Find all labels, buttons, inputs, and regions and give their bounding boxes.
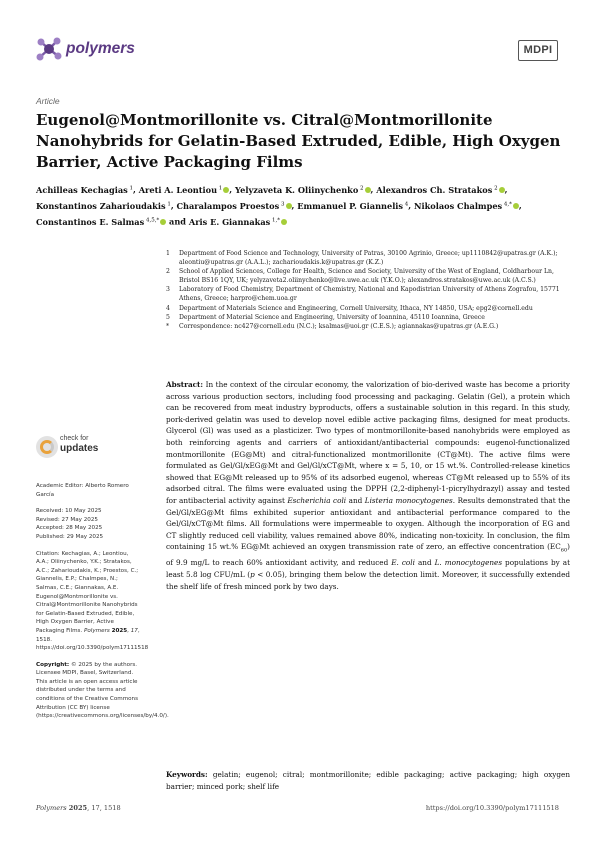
author [297, 201, 408, 211]
keywords [166, 769, 570, 792]
affiliation-item [166, 322, 571, 331]
abstract-segment: Escherichia coli [287, 495, 347, 505]
article-info-sidebar [36, 482, 169, 721]
abstract-label: Abstract: [166, 380, 204, 389]
affiliation-number: 3 [166, 286, 170, 294]
abstract-body [166, 380, 570, 591]
author-affiliation-marker: 1 [165, 201, 171, 208]
abstract-segment: and [346, 495, 365, 505]
affiliation-text: Department of Material Science and Engineering, University of Ioannina, 45110 Ioannina, Greece [179, 313, 485, 321]
author-name: Constantinos E. Salmas [36, 217, 145, 228]
affiliation-text: School of Applied Sciences, College for Health, Science and Society, University of the West of England, Coldharbour Ln, Bristol BS16 1QY, UK; yelyzaveta2.oliinychenko@live.uwe.ac.uk (Y.K.O.); alexandros.stratakos@uwe.ac.uk (A.C.S.) [179, 268, 554, 285]
abstract-segment: 60 [560, 547, 568, 554]
abstract-segment: p [250, 569, 255, 579]
abstract-segment: L. monocytogenes [434, 558, 503, 568]
academic-editor: Academic Editor: Alberto Romero García [36, 483, 129, 498]
abstract-segment: and [414, 558, 435, 568]
orcid-icon[interactable] [223, 187, 229, 193]
author-affiliation-marker: 1 [217, 185, 223, 191]
revised-date: Revised: 27 May 2025 [36, 516, 98, 523]
orcid-icon[interactable] [160, 219, 166, 225]
author-affiliation-marker: 3 [279, 201, 285, 208]
check-updates-line1: check for [60, 435, 89, 442]
copyright-body: © 2025 by the authors. Licensee MDPI, Basel, Switzerland. This article is an open access article distributed under the terms and conditions of the Creative Commons Attribution (CC BY) license (https://creativecommons.org/licenses/by/4.0/). [36, 661, 169, 720]
citation-text [36, 550, 149, 653]
author-name: Areti A. Leontiou [138, 184, 218, 195]
author-name: Yelyzaveta K. Oliinychenko [235, 184, 359, 195]
affiliation-text: Correspondence: nc427@cornell.edu (N.C.); ksalmas@uoi.gr (C.E.S.); agiannakas@upatras.gr (A.E.G.) [179, 322, 499, 330]
author-affiliation-marker: 2 [492, 185, 498, 191]
affiliation-text: Department of Food Science and Technology, University of Patras, 30100 Agrinio, Greece; up1110842@upatras.gr (A.K.); aleontiu@upatras.gr (A.A.L.); zacharioudakis.k@upatras.gr (K.Z.) [179, 250, 558, 267]
copyright-text [36, 661, 169, 721]
accepted-date: Accepted: 28 May 2025 [36, 525, 103, 532]
citation-segment: 2025 [111, 627, 128, 634]
abstract-segment: . Results demonstrated that the Gel/Gl/xEG@Mt films exhibited superior antioxidant and antibacterial performance compared to the Gel/Gl/xCT@Mt films. All formulations were impermeable to oxygen. Although the incorporation of EG and CT slightly reduced cell viability, values remained above 80%, indicating non-toxicity. In conclusion, the film containing 15 wt.% EG@Mt achieved an oxygen transmission rate of zero, an effective concentration (EC [166, 495, 570, 552]
abstract-segment: < 0.05), bringing them below the detection limit. Moreover, it successfully extended the shelf life of fresh minced pork by two days. [166, 569, 570, 591]
author-affiliation-marker: 4,5,* [144, 217, 160, 224]
author-name: Emmanuel P. Giannelis [297, 200, 404, 211]
copyright-label: Copyright: [36, 661, 70, 668]
affiliation-number: 4 [166, 304, 170, 312]
affiliation-text: Department of Materials Science and Engineering, Cornell University, Ithaca, NY 14850, USA; epg2@cornell.edu [179, 304, 533, 312]
author [36, 201, 171, 211]
footer-journal: Polymers [36, 804, 67, 812]
author-name: Achilleas Kechagias [36, 184, 128, 195]
affiliation-number: 1 [166, 250, 170, 257]
orcid-icon[interactable] [513, 203, 519, 209]
orcid-icon[interactable] [281, 219, 287, 225]
author-name: Alexandros Ch. Stratakos [376, 184, 493, 195]
check-for-updates-button[interactable] [36, 433, 99, 467]
author [36, 217, 166, 227]
footer-citation [36, 804, 121, 812]
orcid-icon[interactable] [286, 203, 292, 209]
affiliation-number: * [166, 322, 170, 330]
abstract-segment: populations by at least 5.8 log CFU/mL ( [166, 558, 570, 579]
affiliation-item [166, 285, 571, 303]
author [376, 185, 504, 195]
abstract [166, 379, 570, 592]
affiliations-list [166, 249, 571, 331]
received-date: Received: 10 May 2025 [36, 508, 102, 515]
footer-volume: , 17, 1518 [87, 804, 121, 812]
footer-year: 2025 [68, 804, 88, 812]
author-affiliation-marker: 2 [358, 185, 364, 191]
article-title: Eugenol@Montmorillonite vs. Citral@Montmorillonite Nanohybrids for Gelatin-Based Extruded, Edible, High Oxygen Barrier, Active Packaging Films [36, 111, 561, 171]
author-name: Aris E. Giannakas [188, 217, 271, 228]
journal-name[interactable]: polymers [66, 40, 135, 57]
keywords-label: Keywords: [166, 770, 208, 779]
footer-doi-link[interactable]: https://doi.org/10.3390/polym17111518 [425, 804, 559, 812]
affiliation-item [166, 267, 571, 285]
affiliation-text: Laboratory of Food Chemistry, Department of Chemistry, National and Kapodistrian University of Athens Zografou, 15771 Athens, Greece; harpro@chem.uoa.gr [179, 286, 560, 303]
orcid-icon[interactable] [499, 187, 505, 193]
affiliation-number: 5 [166, 313, 170, 321]
author-name: Nikolaos Chalmpes [413, 200, 503, 211]
citation-segment: 17 [130, 627, 138, 634]
author-affiliation-marker: 1 [127, 185, 133, 191]
abstract-segment: ) of 9.9 mg/L to reach 60% antioxidant activity, and reduced [166, 542, 570, 568]
affiliation-item [166, 304, 571, 313]
author-affiliation-marker: 4,* [502, 201, 512, 208]
author-affiliation-marker: 4 [403, 201, 409, 208]
keywords-list: gelatin; eugenol; citral; montmorillonite; edible packaging; active packaging; high oxygen barrier; minced pork; shelf life [166, 770, 570, 791]
check-updates-line2: updates [60, 443, 99, 454]
author [414, 201, 519, 211]
article-type: Article [36, 96, 60, 106]
citation-segment: , 1518. https://doi.org/10.3390/polym17111518 [36, 627, 149, 652]
author-list: Achilleas Kechagias $^1$, Areti A. Leontiou $^1$ , Yelyzaveta K. Oliinychenko $^2$ , Alexandros Ch. Stratakos $^2$ , Konstantinos Zaharioudakis $^1$, Charalampos Proestos $^3$ , Emmanuel P. Giannelis $^4$, Nikolaos Chalmpes $^{4,*}$ , Constantinos E. Salmas $^{4,5,*}$ and Aris E. Giannakas $^{1,*}$ [36, 184, 522, 228]
affiliation-number: 2 [166, 268, 170, 276]
citation-segment: Polymers [84, 627, 110, 634]
published-date: Published: 29 May 2025 [36, 533, 104, 540]
abstract-segment: In the context of the circular economy, the valorization of bio-derived waste has become a priority across various production sectors, including food processing and packaging. Gelatin (Gel), a protein which can be recovered from meat industry byproducts, offers a sustainable solution in this regard. In this study, pork-derived gelatin was used to develop novel edible active packaging films, designed for meat products. Glycerol (Gl) was used as a plasticizer. Two types of montmorillonite-based nanohybrids were employed as both reinforcing agents and carriers of antioxidant/antibacterial compounds: eugenol-functionalized montmorillonite (EG@Mt) and citral-functionalized montmorillonite (CT@Mt). The active films were formulated as Gel/Gl/xEG@Mt and Gel/Gl/xCT@Mt, where x = 5, 10, or 15 wt.%. Controlled-release kinetics showed that EG@Mt released up to 95% of its adsorbed eugenol, whereas CT@Mt released up to 55% of its adsorbed citral. The films were evaluated using the DPPH (2,2-diphenyl-1-picrylhydrazyl) assay and tested for antibacterial activity against [166, 380, 570, 505]
author [36, 185, 133, 195]
abstract-segment: Listeria monocytogenes [364, 495, 453, 505]
author [235, 185, 371, 195]
orcid-icon[interactable] [365, 187, 371, 193]
author-name: Charalampos Proestos [176, 200, 280, 211]
check-updates-icon [36, 436, 58, 458]
author-name: Konstantinos Zaharioudakis [36, 200, 166, 211]
author [139, 185, 230, 195]
affiliation-item [166, 313, 571, 322]
author [177, 201, 292, 211]
mdpi-logo-icon[interactable]: MDPI [518, 40, 558, 61]
citation-segment: , [127, 627, 131, 634]
author [189, 217, 287, 227]
affiliation-item [166, 249, 571, 267]
abstract-segment: E. coli [391, 558, 415, 568]
polymers-journal-logo-icon [36, 36, 62, 62]
citation-segment: Citation: Kechagias, A.; Leontiou, A.A.; Oliinychenko, Y.K.; Stratakos, A.C.; Zaharioudakis, K.; Proestos, C.; Giannelis, E.P.; Chalmpes, N.; Salmas, C.E.; Giannakas, A.E. Eugenol@Montmorillonite vs. Citral@Montmorillonite Nanohybrids for Gelatin-Based Extruded, Edible, High Oxygen Barrier, Active Packaging Films. [36, 550, 139, 634]
author-affiliation-marker: 1,* [270, 217, 281, 224]
